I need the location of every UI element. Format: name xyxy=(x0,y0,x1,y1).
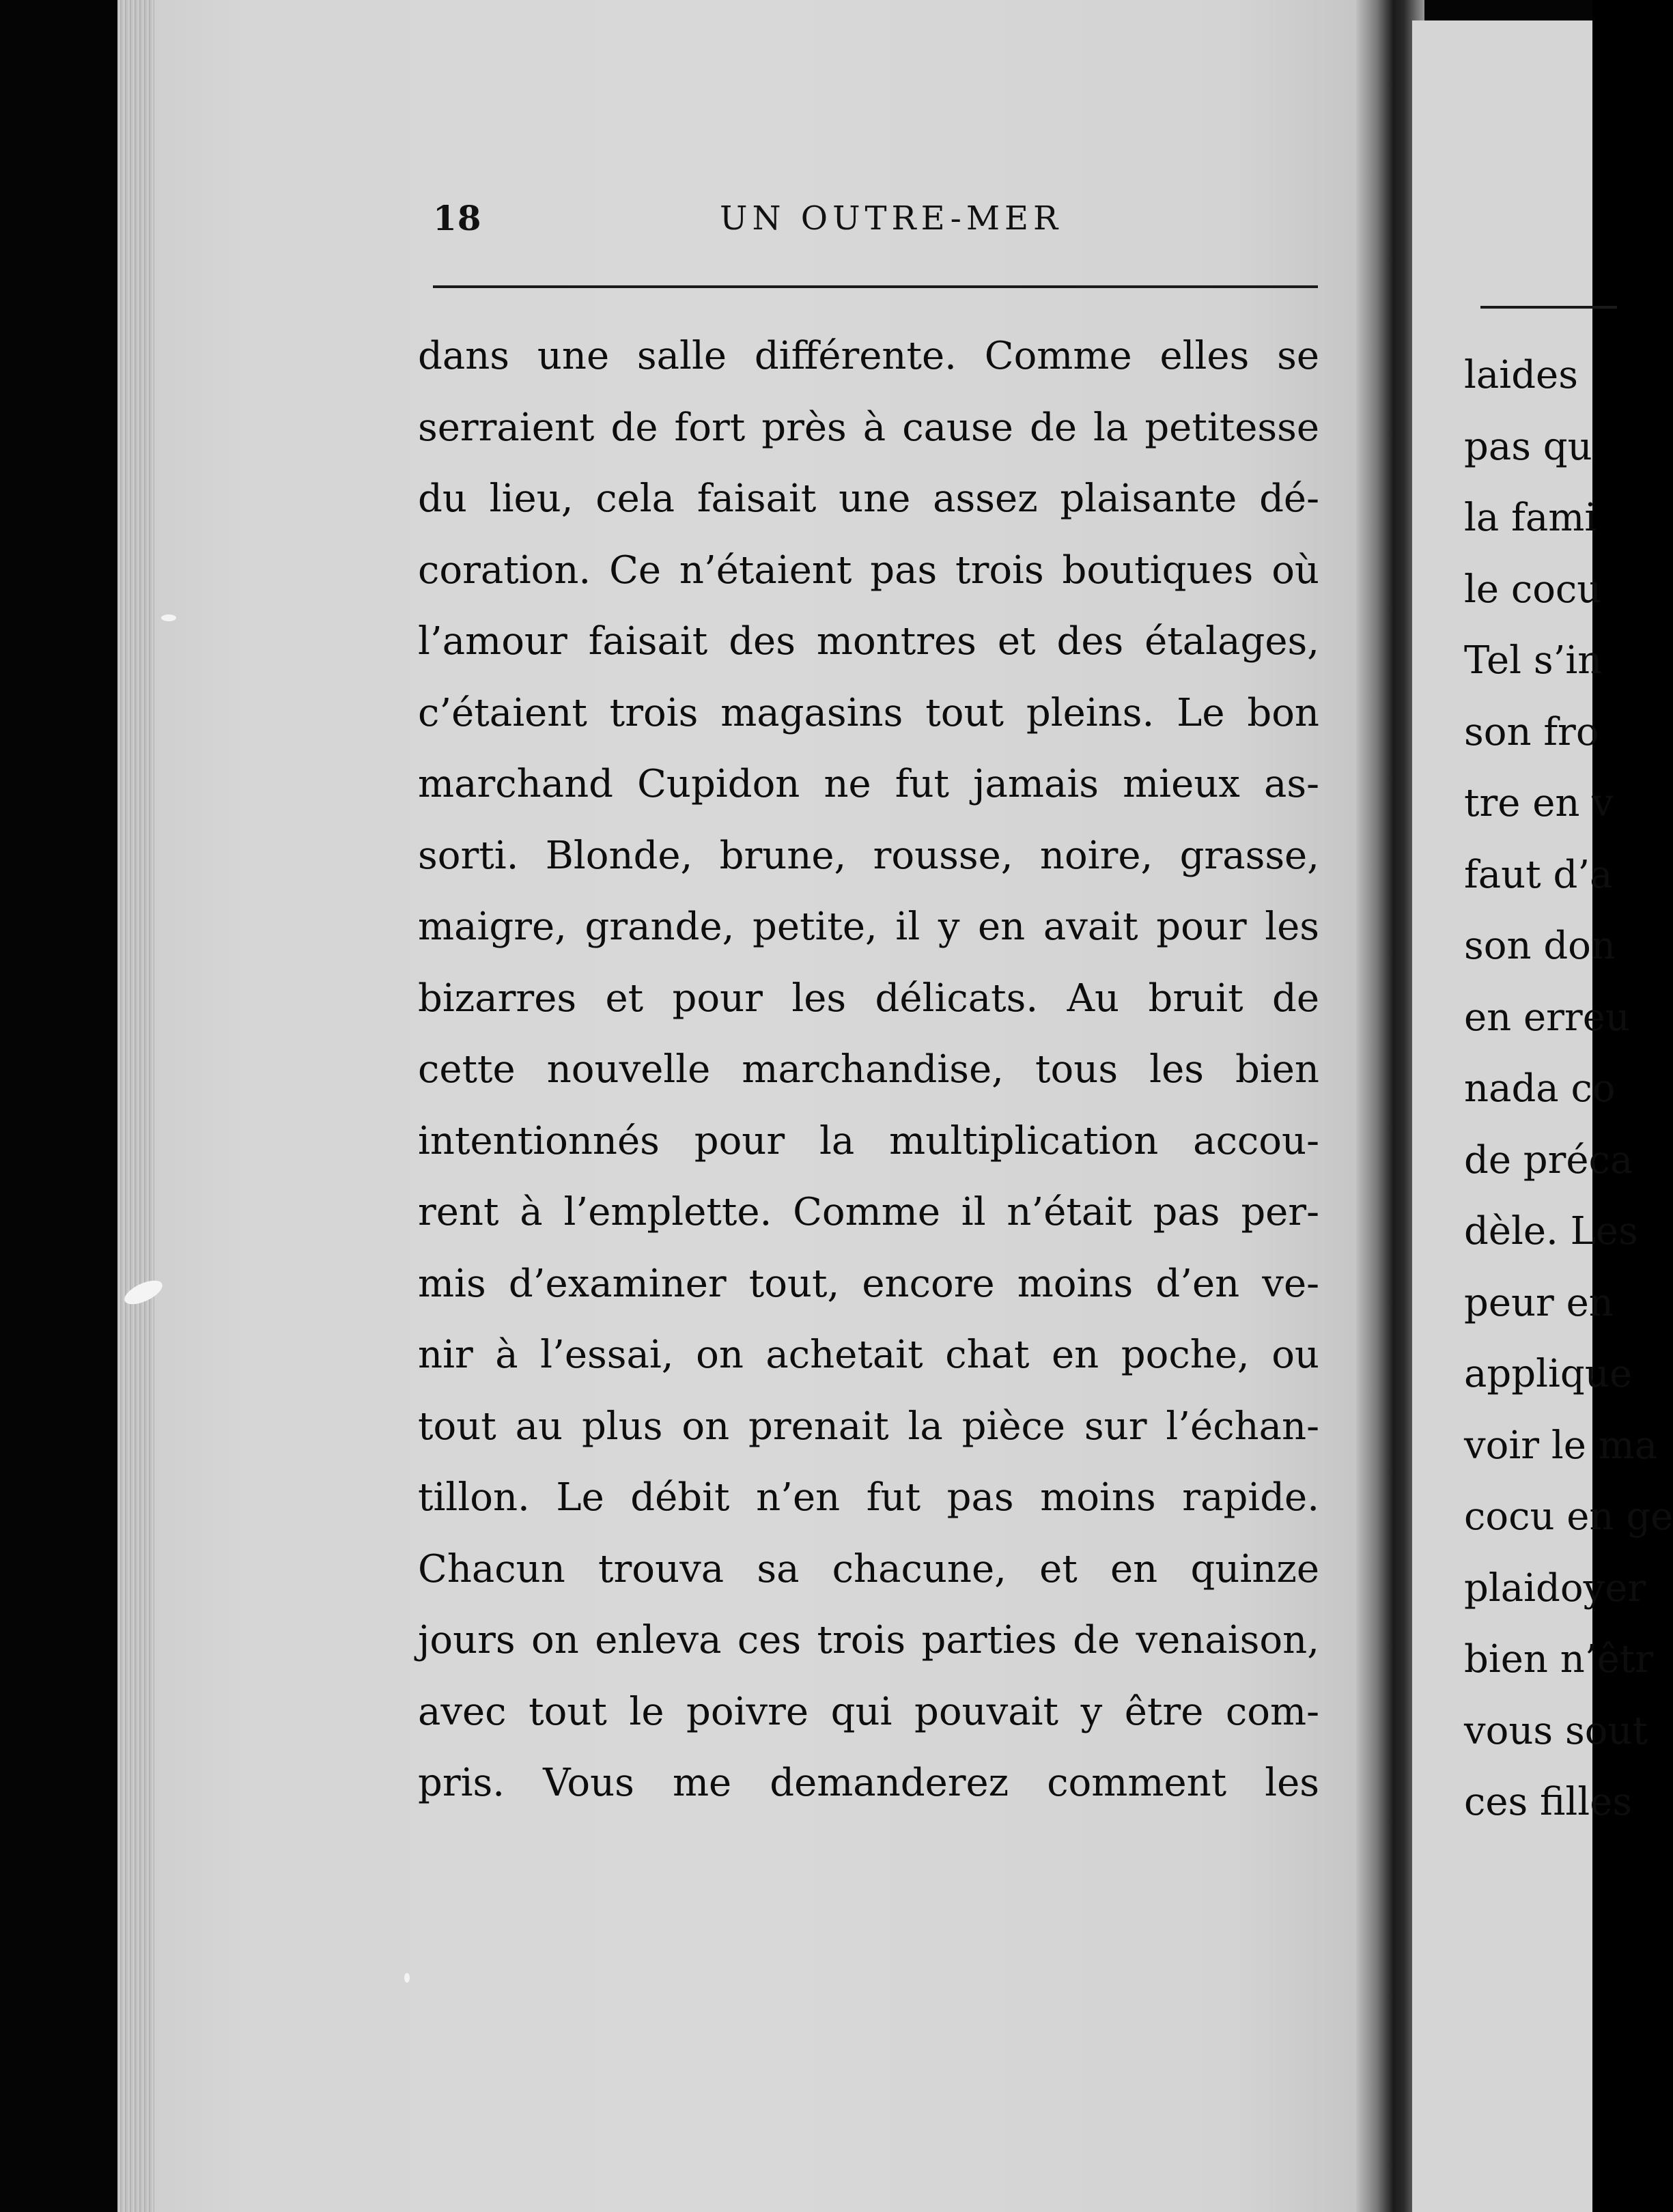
scan-speck xyxy=(161,614,176,621)
running-head xyxy=(433,198,1321,253)
text-fragment: bien n’êtr xyxy=(1464,1637,1654,1682)
text-fragment: son fro xyxy=(1464,709,1599,754)
scan-speck xyxy=(404,1973,410,1983)
text-fragment: vous sout xyxy=(1464,1708,1648,1753)
text-fragment: en erreu xyxy=(1464,995,1630,1040)
text-line: du lieu, cela faisait une assez plaisante dé- xyxy=(418,477,1319,521)
text-fragment: son don xyxy=(1464,924,1616,968)
right-page-text xyxy=(1404,340,1673,1839)
text-line: nir à l’essai, on achetait chat en poche, ou xyxy=(418,1333,1319,1377)
text-line: coration. Ce n’étaient pas trois boutiques où xyxy=(418,548,1319,593)
text-line: intentionnés pour la multiplication accou- xyxy=(418,1118,1319,1163)
page-number: 18 xyxy=(433,198,482,238)
running-title: UN OUTRE-MER xyxy=(720,199,1063,238)
text-line: avec tout le poivre qui pouvait y être com- xyxy=(418,1689,1319,1734)
text-line: mis d’examiner tout, encore moins d’en ve- xyxy=(418,1261,1319,1306)
text-fragment: Tel s’in xyxy=(1464,638,1603,683)
text-line: marchand Cupidon ne fut jamais mieux as- xyxy=(418,762,1319,806)
right-page xyxy=(1412,20,1673,2212)
text-fragment: le cocu xyxy=(1464,567,1602,612)
text-line: sorti. Blonde, brune, rousse, noire, grasse, xyxy=(418,833,1319,878)
text-line: jours on enleva ces trois parties de venaison, xyxy=(418,1618,1319,1662)
text-fragment: laides xyxy=(1464,353,1578,397)
text-line: cette nouvelle marchandise, tous les bien xyxy=(418,1047,1319,1092)
text-line: Chacun trouva sa chacune, et en quinze xyxy=(418,1546,1319,1591)
text-fragment: de préca xyxy=(1464,1137,1633,1182)
text-fragment: voir le ma xyxy=(1464,1423,1658,1468)
text-line: pris. Vous me demanderez comment les xyxy=(418,1761,1319,1805)
text-fragment: peur en xyxy=(1464,1280,1614,1325)
left-page-text xyxy=(418,321,1319,1819)
text-line: tout au plus on prenait la pièce sur l’échan- xyxy=(418,1404,1319,1449)
text-fragment: cocu en ge xyxy=(1464,1494,1673,1539)
text-fragment: nada co xyxy=(1464,1066,1616,1111)
text-fragment: pas qu xyxy=(1464,424,1592,469)
text-line: tillon. Le débit n’en fut pas moins rapide. xyxy=(418,1475,1319,1520)
text-line: rent à l’emplette. Comme il n’était pas per- xyxy=(418,1190,1319,1234)
text-fragment: plaidoyer xyxy=(1464,1565,1646,1611)
text-fragment: tre en v xyxy=(1464,781,1614,825)
text-line: serraient de fort près à cause de la petitesse xyxy=(418,405,1319,450)
text-fragment: ces filles xyxy=(1464,1780,1633,1824)
page-edges xyxy=(117,0,156,2212)
text-line: l’amour faisait des montres et des étalages, xyxy=(418,619,1319,664)
text-line: dans une salle différente. Comme elles se xyxy=(418,334,1319,378)
text-fragment: applique xyxy=(1464,1352,1632,1396)
text-fragment: faut d’a xyxy=(1464,852,1613,897)
text-fragment: dèle. Les xyxy=(1464,1209,1638,1253)
text-line: maigre, grande, petite, il y en avait pour les xyxy=(418,905,1319,949)
header-rule xyxy=(433,285,1318,288)
text-line: bizarres et pour les délicats. Au bruit de xyxy=(418,976,1319,1021)
text-fragment: la fami xyxy=(1464,496,1597,540)
text-line: c’étaient trois magasins tout pleins. Le bon xyxy=(418,690,1319,735)
right-header-rule xyxy=(1480,306,1617,309)
